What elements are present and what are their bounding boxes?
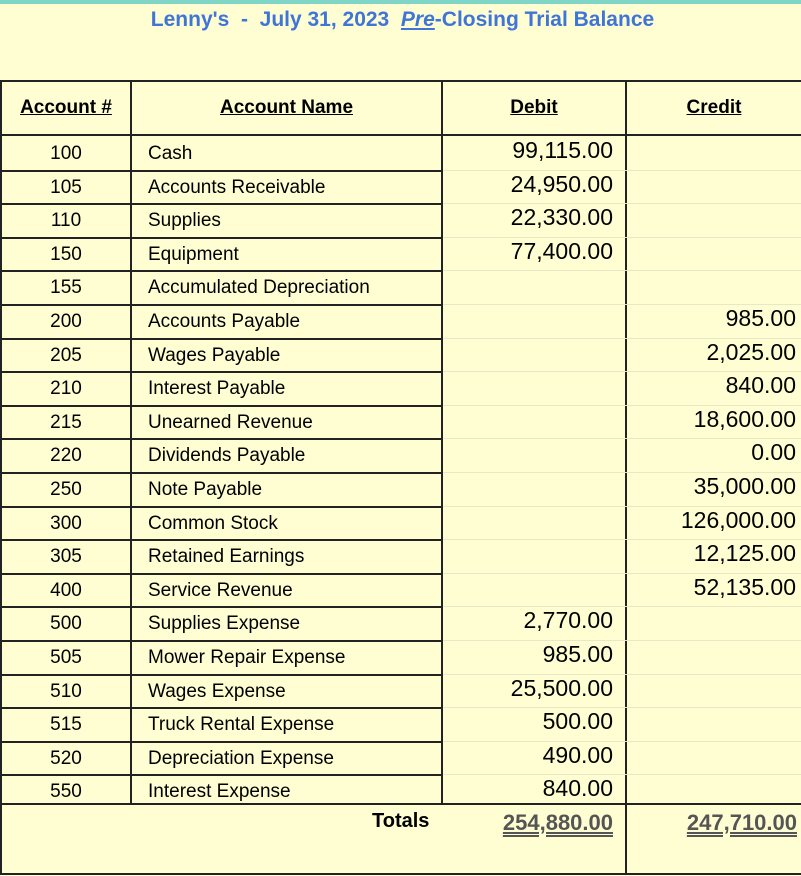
debit-amount [443, 435, 613, 469]
credit-amount: 0.00 [751, 439, 796, 465]
account-name: Note Payable [148, 479, 263, 500]
account-number: 150 [50, 244, 82, 265]
debit-amount [443, 368, 613, 402]
header-account-number: Account # [20, 97, 112, 118]
table-bottom-border [0, 873, 801, 875]
credit-amount [627, 704, 796, 738]
account-name: Accumulated Depreciation [148, 277, 370, 298]
account-number: 250 [50, 479, 82, 500]
debit-amount: 22,330.00 [510, 204, 613, 230]
totals-label: Totals [372, 810, 430, 832]
account-number: 400 [50, 580, 82, 601]
account-number: 510 [50, 681, 82, 702]
account-name: Common Stock [148, 513, 278, 534]
title-suffix: -Closing Trial Balance [434, 8, 655, 31]
debit-amount: 840.00 [542, 775, 613, 801]
debit-amount [443, 301, 613, 335]
account-number: 110 [50, 210, 82, 231]
title-prefix: Lenny's - July 31, 2023 [150, 8, 401, 31]
account-name: Dividends Payable [148, 445, 306, 466]
debit-amount [443, 335, 613, 369]
top-border [0, 0, 801, 4]
debit-amount [443, 267, 613, 301]
credit-amount [627, 637, 796, 671]
total-debit: 254,880.00 [502, 810, 613, 835]
account-number: 100 [50, 143, 82, 164]
credit-amount: 18,600.00 [693, 406, 796, 432]
credit-amount: 35,000.00 [693, 473, 796, 499]
header-debit: Debit [510, 97, 558, 118]
account-name: Cash [148, 143, 193, 164]
account-name: Depreciation Expense [148, 748, 334, 769]
page-title [0, 8, 801, 32]
debit-amount: 99,115.00 [512, 137, 613, 163]
account-name: Interest Expense [148, 781, 291, 802]
account-name: Equipment [148, 244, 239, 265]
account-number: 220 [50, 445, 82, 466]
account-number: 205 [50, 345, 82, 366]
account-name: Accounts Receivable [148, 177, 326, 198]
debit-amount: 25,500.00 [510, 675, 613, 701]
account-name: Wages Expense [148, 681, 286, 702]
account-number: 505 [50, 647, 82, 668]
credit-amount: 52,135.00 [693, 574, 796, 600]
account-number: 300 [50, 513, 82, 534]
account-name: Retained Earnings [148, 546, 305, 567]
header-credit: Credit [686, 97, 742, 118]
account-name: Service Revenue [148, 580, 293, 601]
credit-amount: 12,125.00 [693, 540, 796, 566]
account-number: 215 [50, 412, 82, 433]
title-emphasis: Pre [400, 8, 435, 31]
account-name: Truck Rental Expense [148, 714, 335, 735]
credit-amount [627, 738, 796, 772]
account-number: 515 [50, 714, 82, 735]
credit-amount: 2,025.00 [706, 339, 796, 365]
debit-amount [443, 402, 613, 436]
debit-amount [443, 536, 613, 570]
debit-amount: 490.00 [542, 742, 613, 768]
account-number: 210 [50, 378, 82, 399]
credit-amount: 840.00 [725, 372, 796, 398]
debit-amount [443, 570, 613, 604]
account-name: Unearned Revenue [148, 412, 313, 433]
account-name: Supplies [148, 210, 221, 231]
credit-amount [627, 167, 796, 201]
debit-amount: 77,400.00 [510, 238, 613, 264]
credit-amount [627, 200, 796, 234]
credit-amount [627, 771, 796, 805]
account-name: Wages Payable [148, 345, 281, 366]
debit-amount [443, 503, 613, 537]
debit-amount: 500.00 [542, 708, 613, 734]
account-name: Mower Repair Expense [148, 647, 346, 668]
debit-amount: 24,950.00 [510, 171, 613, 197]
account-number: 155 [50, 277, 82, 298]
debit-amount [443, 469, 613, 503]
account-number: 200 [50, 311, 82, 332]
debit-amount: 2,770.00 [523, 607, 613, 633]
header-account-name: Account Name [219, 97, 354, 118]
credit-amount [627, 234, 796, 268]
account-name: Supplies Expense [148, 613, 301, 634]
credit-amount [627, 671, 796, 705]
credit-amount [627, 267, 796, 301]
credit-amount: 985.00 [725, 305, 796, 331]
account-number: 305 [50, 546, 82, 567]
total-credit: 247,710.00 [686, 810, 797, 835]
account-name: Accounts Payable [148, 311, 301, 332]
credit-amount [627, 603, 796, 637]
account-number: 550 [50, 781, 82, 802]
credit-amount: 126,000.00 [680, 507, 796, 533]
credit-amount [627, 133, 796, 167]
account-number: 500 [50, 613, 82, 634]
account-number: 105 [50, 177, 82, 198]
debit-amount: 985.00 [542, 641, 613, 667]
account-name: Interest Payable [148, 378, 286, 399]
account-number: 520 [50, 748, 82, 769]
col-divider-1 [130, 80, 132, 804]
